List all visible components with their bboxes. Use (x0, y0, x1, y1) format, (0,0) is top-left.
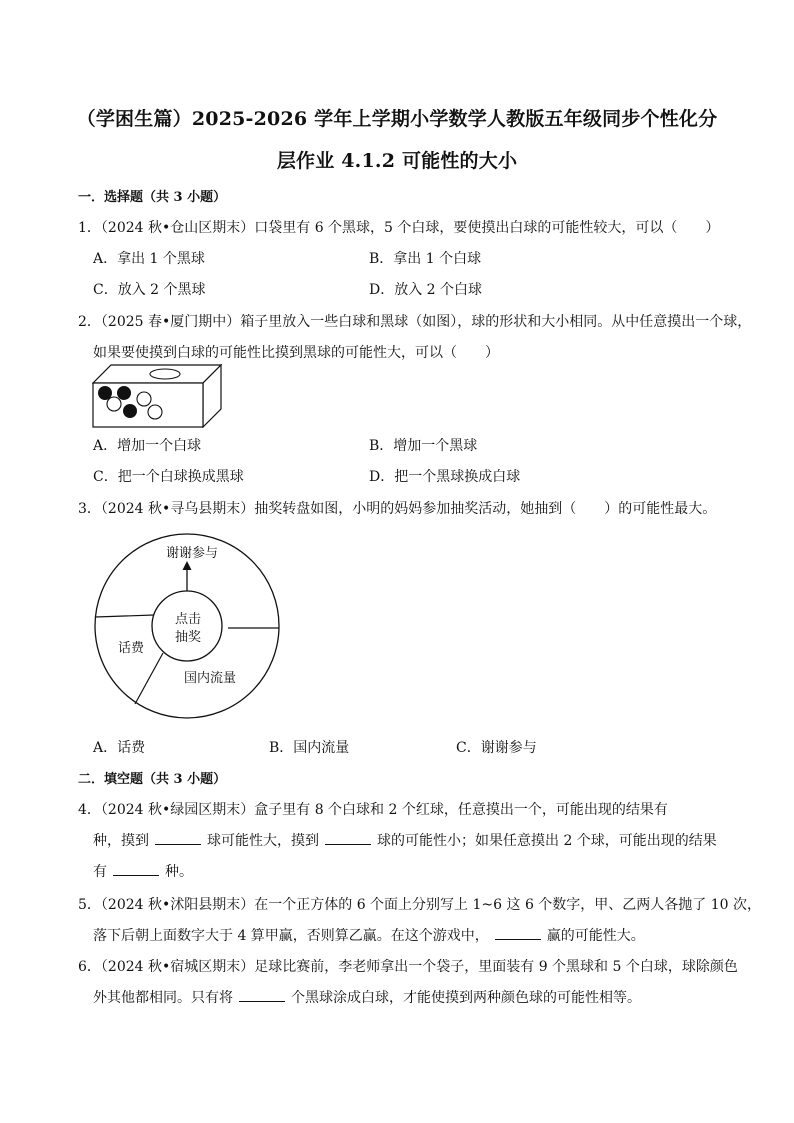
worksheet-title-line2: 层作业 4.1.2 可能性的大小 (276, 150, 518, 172)
question-3-option-c: C．谢谢参与 (456, 740, 537, 756)
question-6-text-a: 外其他都相同。只有将 (93, 990, 233, 1006)
black-ball (123, 404, 137, 418)
question-1-option-b: B．拿出 1 个白球 (369, 251, 482, 267)
question-6-line1: 6．（2024 秋•宿城区期末）足球比赛前，李老师拿出一个袋子，里面装有 9 个黑球和 5 个白球，球除颜色 (78, 959, 738, 975)
question-1-stem: 1．（2024 秋•仓山区期末）口袋里有 6 个黑球，5 个白球，要使摸出白球的可能性较大，可以（ ） (78, 220, 720, 236)
question-4-text-a: 种，摸到 (93, 833, 149, 849)
wheel-label-left: 话费 (117, 641, 145, 656)
answer-blank (325, 843, 371, 845)
question-5-line2 (93, 925, 645, 945)
question-2-option-d: D．把一个黑球换成白球 (369, 469, 521, 485)
answer-blank (239, 1000, 285, 1002)
question-6-line2 (93, 987, 641, 1007)
white-ball (137, 392, 151, 406)
question-5-text-a: 落下后朝上面数字大于 4 算甲赢，否则算乙赢。在这个游戏中， (93, 928, 489, 944)
question-2-stem-line2: 如果要使摸到白球的可能性比摸到黑球的可能性大，可以（ ） (93, 345, 499, 361)
answer-blank (113, 874, 159, 876)
question-2-stem-line1: 2．（2025 春•厦门期中）箱子里放入一些白球和黑球（如图），球的形状和大小相同。从中任意摸出一个球， (78, 314, 752, 330)
answer-blank (495, 938, 541, 940)
section-heading-choice: 一．选择题（共 3 小题） (78, 190, 227, 205)
question-6-text-b: 个黑球涂成白球，才能使摸到两种颜色球的可能性相等。 (291, 990, 641, 1006)
question-4-text-b: 球可能性大，摸到 (207, 833, 319, 849)
wheel-center-label-2: 抽奖 (174, 630, 202, 645)
white-ball (107, 397, 121, 411)
question-4-text-d: 有 (93, 864, 107, 880)
question-4-line1: 4．（2024 秋•绿园区期末）盒子里有 8 个白球和 2 个红球，任意摸出一个，可能出现的结果有 (78, 802, 668, 818)
question-1-option-d: D．放入 2 个白球 (369, 282, 483, 298)
question-5-text-b: 赢的可能性大。 (546, 928, 645, 944)
answer-blank (155, 843, 201, 845)
question-2-option-b: B．增加一个黑球 (369, 438, 478, 454)
worksheet-title-line1: （学困生篇）2025-2026 学年上学期小学数学人教版五年级同步个性化分 (76, 108, 718, 130)
question-2-option-a: A．增加一个白球 (93, 438, 202, 454)
question-3-option-b: B．国内流量 (269, 740, 350, 756)
question-5-line1: 5．（2024 秋•沭阳县期末）在一个正方体的 6 个面上分别写上 1~6 这 6 个数字，甲、乙两人各抛了 10 次， (78, 897, 762, 913)
question-4-text-c: 球的可能性小；如果任意摸出 2 个球，可能出现的结果 (377, 833, 717, 849)
white-ball (148, 405, 162, 419)
question-4-text-e: 种。 (165, 864, 193, 880)
question-1-option-c: C．放入 2 个黑球 (93, 282, 206, 298)
section-heading-fill-blank: 二．填空题（共 3 小题） (78, 772, 227, 787)
question-4-line2 (93, 830, 717, 850)
question-3-stem: 3．（2024 秋•寻乌县期末）抽奖转盘如图，小明的妈妈参加抽奖活动，她抽到（ ）的可能性最大。 (78, 501, 717, 517)
question-4-line3 (93, 861, 193, 881)
question-2-option-c: C．把一个白球换成黑球 (93, 469, 244, 485)
question-3-option-a: A．话费 (93, 740, 146, 756)
question-1-option-a: A．拿出 1 个黑球 (93, 251, 205, 267)
wheel-label-top: 谢谢参与 (165, 546, 219, 561)
wheel-label-bottom: 国内流量 (183, 671, 237, 686)
black-ball (117, 386, 131, 400)
wheel-center-label-1: 点击 (174, 612, 202, 627)
ball-box-figure (92, 364, 224, 428)
lottery-wheel-figure (93, 531, 281, 721)
